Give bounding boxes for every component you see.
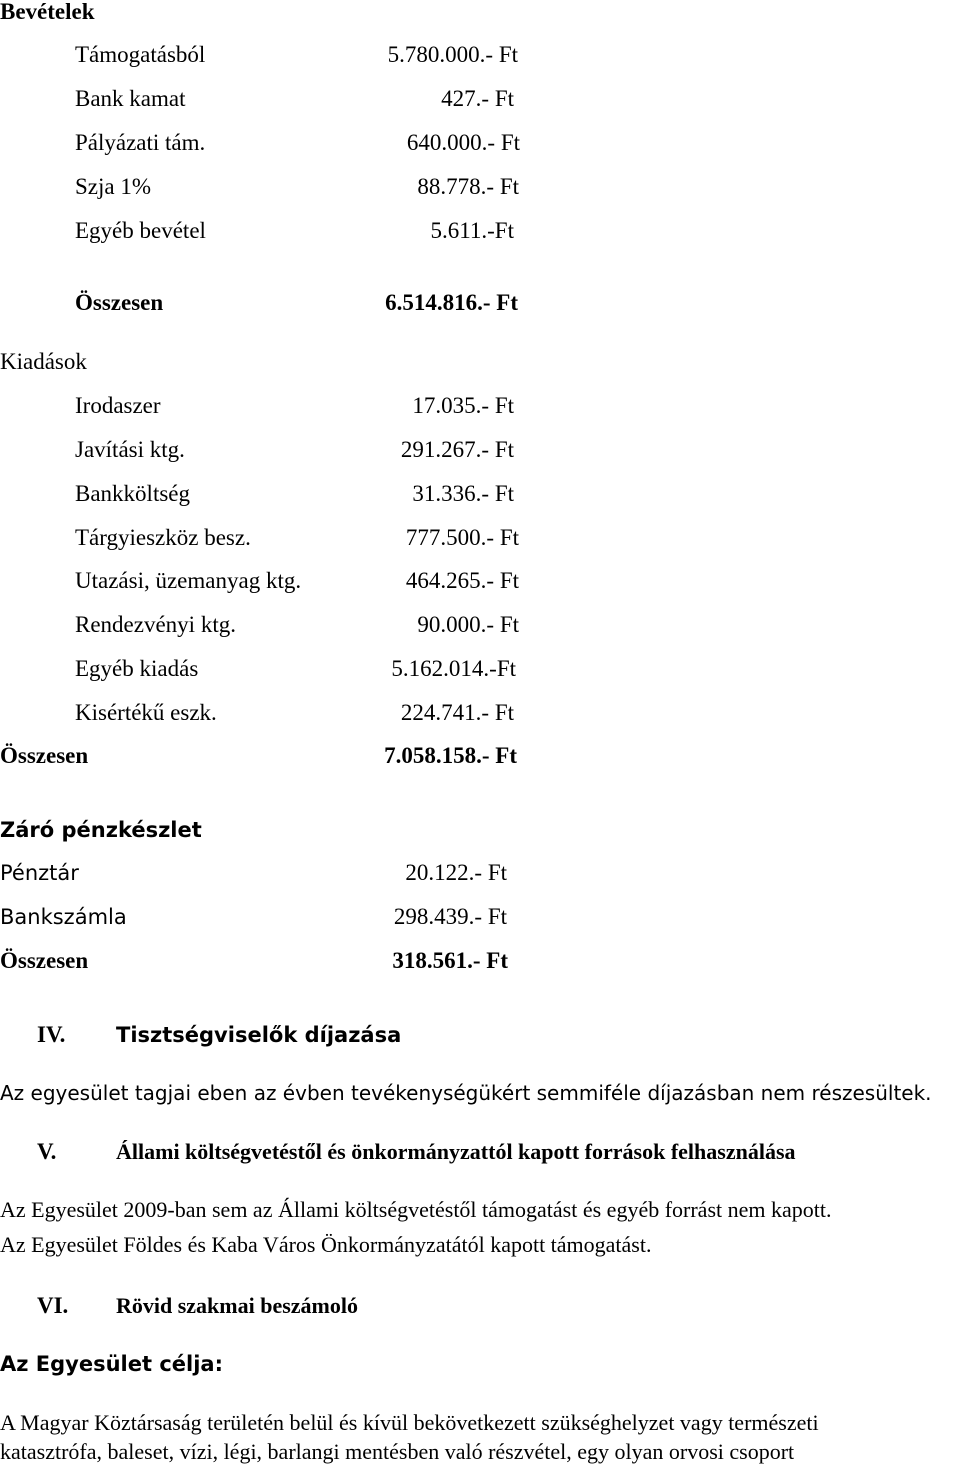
revenue-value: 640.000.- Ft — [406, 130, 520, 155]
expenses-total-value: 7.058.158.- Ft — [384, 743, 517, 768]
revenue-value: 88.778.- Ft — [417, 174, 519, 199]
expenses-total-label: Összesen — [0, 743, 89, 768]
expense-label: Egyéb kiadás — [75, 656, 199, 681]
expense-value: 777.500.- Ft — [405, 525, 519, 550]
expense-label: Tárgyieszköz besz. — [75, 525, 251, 550]
section-iv-text: Az egyesület tagjai eben az évben tevékenységükért semmiféle díjazásban nem részesültek. — [0, 1081, 932, 1105]
expense-value: 224.741.- Ft — [400, 700, 514, 725]
closing-cash-total-value: 318.561.- Ft — [392, 948, 508, 973]
section-v-title: Állami költségvetéstől és önkormányzattól kapott források felhasználása — [116, 1139, 796, 1164]
expense-label: Rendezvényi ktg. — [75, 612, 236, 637]
expense-value: 90.000.- Ft — [417, 612, 519, 637]
section-v-text-line: Az Egyesület 2009-ban sem az Állami költségvetéstől támogatást és egyéb forrást nem kapott. — [0, 1197, 832, 1222]
closing-cash-value: 20.122.- Ft — [405, 860, 507, 885]
section-vi-number: VI. — [37, 1293, 69, 1318]
section-vi-title: Rövid szakmai beszámoló — [116, 1293, 358, 1318]
revenue-label: Támogatásból — [75, 42, 206, 67]
section-v-number: V. — [37, 1139, 57, 1164]
expenses-heading: Kiadások — [0, 349, 87, 374]
expense-value: 17.035.- Ft — [412, 393, 514, 418]
expense-label: Bankköltség — [75, 481, 190, 506]
section-vi-text-line: A Magyar Köztársaság területén belül és kívül bekövetkezett szükséghelyzet vagy természeti — [0, 1410, 819, 1435]
expense-value: 464.265.- Ft — [405, 568, 519, 593]
revenue-value: 5.780.000.- Ft — [387, 42, 518, 67]
section-vi-subheading: Az Egyesület célja: — [0, 1352, 223, 1376]
revenues-heading: Bevételek — [0, 0, 95, 24]
closing-cash-heading: Záró pénzkészlet — [0, 818, 202, 842]
revenue-value: 5.611.-Ft — [430, 218, 514, 243]
revenue-label: Pályázati tám. — [75, 130, 206, 155]
closing-cash-label: Pénztár — [0, 861, 79, 885]
revenue-value: 427.- Ft — [441, 86, 514, 111]
closing-cash-label: Bankszámla — [0, 905, 127, 929]
closing-cash-value: 298.439.- Ft — [393, 904, 507, 929]
expense-label: Irodaszer — [75, 393, 161, 418]
section-iv-number: IV. — [37, 1022, 66, 1047]
expense-label: Utazási, üzemanyag ktg. — [75, 568, 302, 593]
revenue-label: Szja 1% — [75, 174, 152, 199]
revenue-label: Egyéb bevétel — [75, 218, 206, 243]
expense-value: 5.162.014.-Ft — [391, 656, 516, 681]
expense-value: 31.336.- Ft — [412, 481, 514, 506]
revenue-label: Bank kamat — [75, 86, 186, 111]
section-v-text-line: Az Egyesület Földes és Kaba Város Önkormányzatától kapott támogatást. — [0, 1232, 652, 1257]
revenues-total-value: 6.514.816.- Ft — [385, 290, 518, 315]
expense-label: Javítási ktg. — [75, 437, 185, 462]
revenues-total-label: Összesen — [75, 290, 164, 315]
section-vi-text-line: katasztrófa, baleset, vízi, légi, barlangi mentésben való részvétel, egy olyan orvosi csoport — [0, 1439, 795, 1464]
section-iv-title: Tisztségviselők díjazása — [116, 1023, 402, 1047]
expense-label: Kisértékű eszk. — [75, 700, 217, 725]
closing-cash-total-label: Összesen — [0, 948, 89, 973]
expense-value: 291.267.- Ft — [400, 437, 514, 462]
